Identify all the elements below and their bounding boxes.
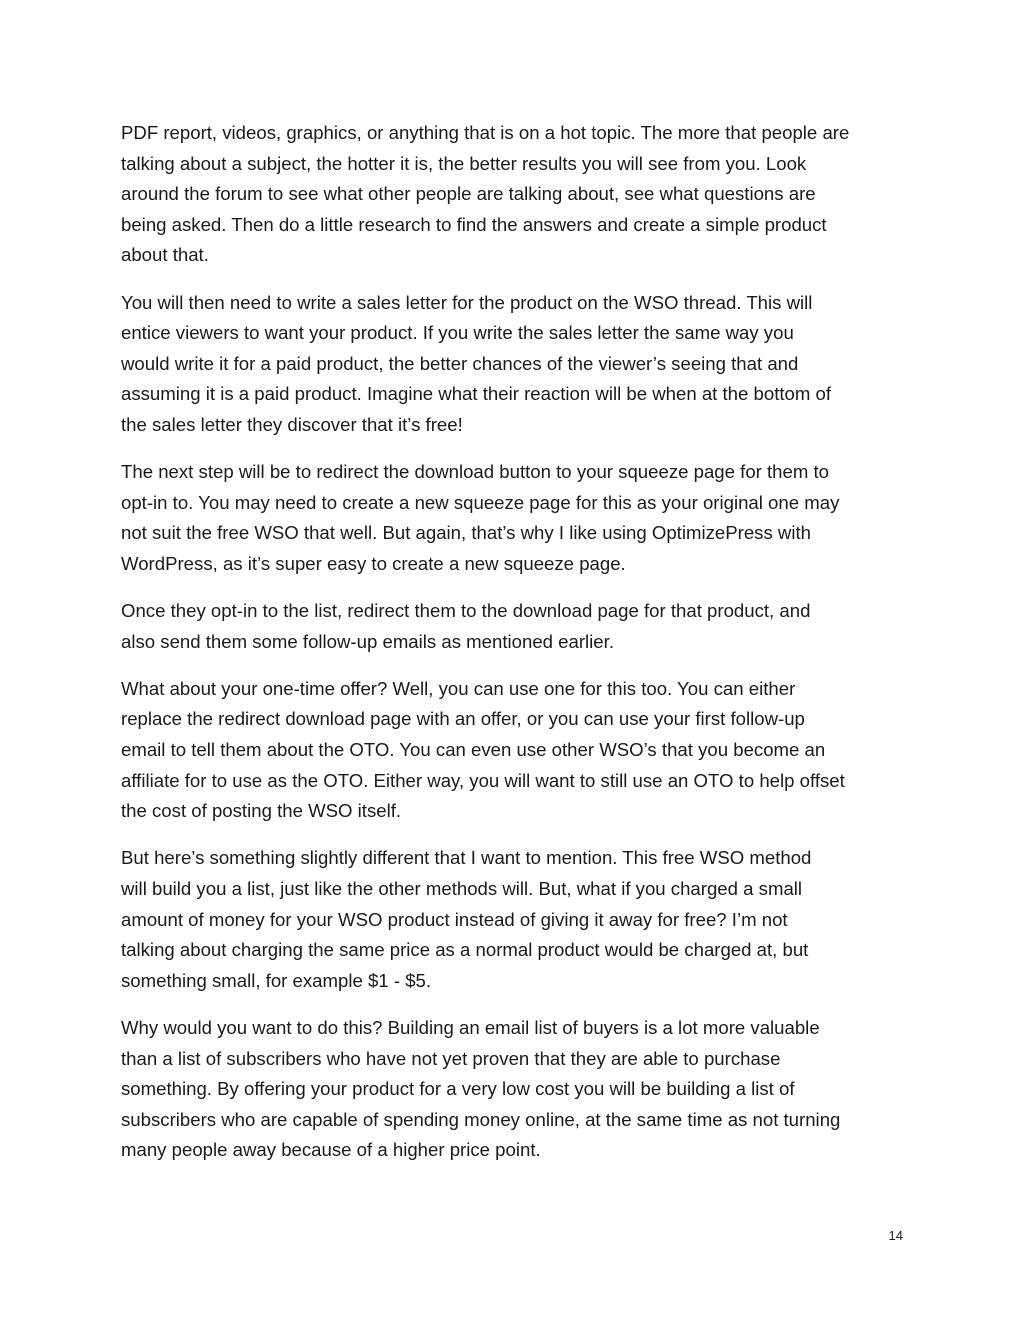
paragraph <box>121 288 911 441</box>
paragraph <box>121 596 911 657</box>
text-line: amount of money for your WSO product instead of giving it away for free? I’m not <box>121 908 788 930</box>
paragraph <box>121 118 911 271</box>
text-line: around the forum to see what other people are talking about, see what questions are <box>121 183 816 205</box>
paragraph <box>121 457 911 579</box>
paragraph <box>121 674 911 827</box>
text-line: would write it for a paid product, the better chances of the viewer’s seeing that and <box>121 352 799 374</box>
text-line: But here’s something slightly different that I want to mention. This free WSO method <box>121 847 812 869</box>
paragraph <box>121 843 911 996</box>
text-line: Why would you want to do this? Building an email list of buyers is a lot more valuable <box>121 1017 820 1038</box>
page-number: 14 <box>888 1228 903 1243</box>
text-line: subscribers who are capable of spending money online, at the same time as not turning <box>121 1108 841 1130</box>
text-line: The next step will be to redirect the download button to your squeeze page for them to <box>121 461 830 483</box>
text-line: not suit the free WSO that well. But again, that’s why I like using OptimizePress with <box>121 522 811 544</box>
paragraph <box>121 1013 911 1166</box>
text-line: than a list of subscribers who have not yet proven that they are able to purchase <box>121 1047 781 1069</box>
text-line: You will then need to write a sales letter for the product on the WSO thread. This will <box>121 291 813 313</box>
text-line: talking about a subject, the hotter it is, the better results you will see from you. Look <box>121 152 807 174</box>
text-line: assuming it is a paid product. Imagine what their reaction will be when at the bottom of <box>121 383 832 405</box>
text-line: affiliate for to use as the OTO. Either way, you will want to still use an OTO to help offset <box>121 769 845 791</box>
text-line: replace the redirect download page with an offer, or you can use your first follow-up <box>121 708 805 730</box>
text-line: also send them some follow-up emails as mentioned earlier. <box>121 630 614 652</box>
text-line: WordPress, as it’s super easy to create a new squeeze page. <box>121 552 626 574</box>
text-line: something small, for example $1 - $5. <box>121 969 432 991</box>
text-line: Once they opt-in to the list, redirect them to the download page for that product, and <box>121 600 811 622</box>
text-line: talking about charging the same price as a normal product would be charged at, but <box>121 939 809 961</box>
text-line: will build you a list, just like the other methods will. But, what if you charged a small <box>121 878 803 900</box>
body-text <box>121 118 911 1183</box>
text-line: opt-in to. You may need to create a new squeeze page for this as your original one may <box>121 491 840 513</box>
text-line: PDF report, videos, graphics, or anything that is on a hot topic. The more that people are <box>121 122 850 143</box>
text-line: email to tell them about the OTO. You can even use other WSO’s that you become an <box>121 739 826 761</box>
text-line: something. By offering your product for a very low cost you will be building a list of <box>121 1078 795 1100</box>
text-line: being asked. Then do a little research to find the answers and create a simple product <box>121 213 827 235</box>
text-line: the sales letter they discover that it’s free! <box>121 413 463 435</box>
text-line: entice viewers to want your product. If you write the sales letter the same way you <box>121 322 794 344</box>
text-line: about that. <box>121 244 209 266</box>
text-line: What about your one-time offer? Well, you can use one for this too. You can either <box>121 677 796 699</box>
text-line: the cost of posting the WSO itself. <box>121 800 402 822</box>
text-line: many people away because of a higher price point. <box>121 1139 541 1161</box>
